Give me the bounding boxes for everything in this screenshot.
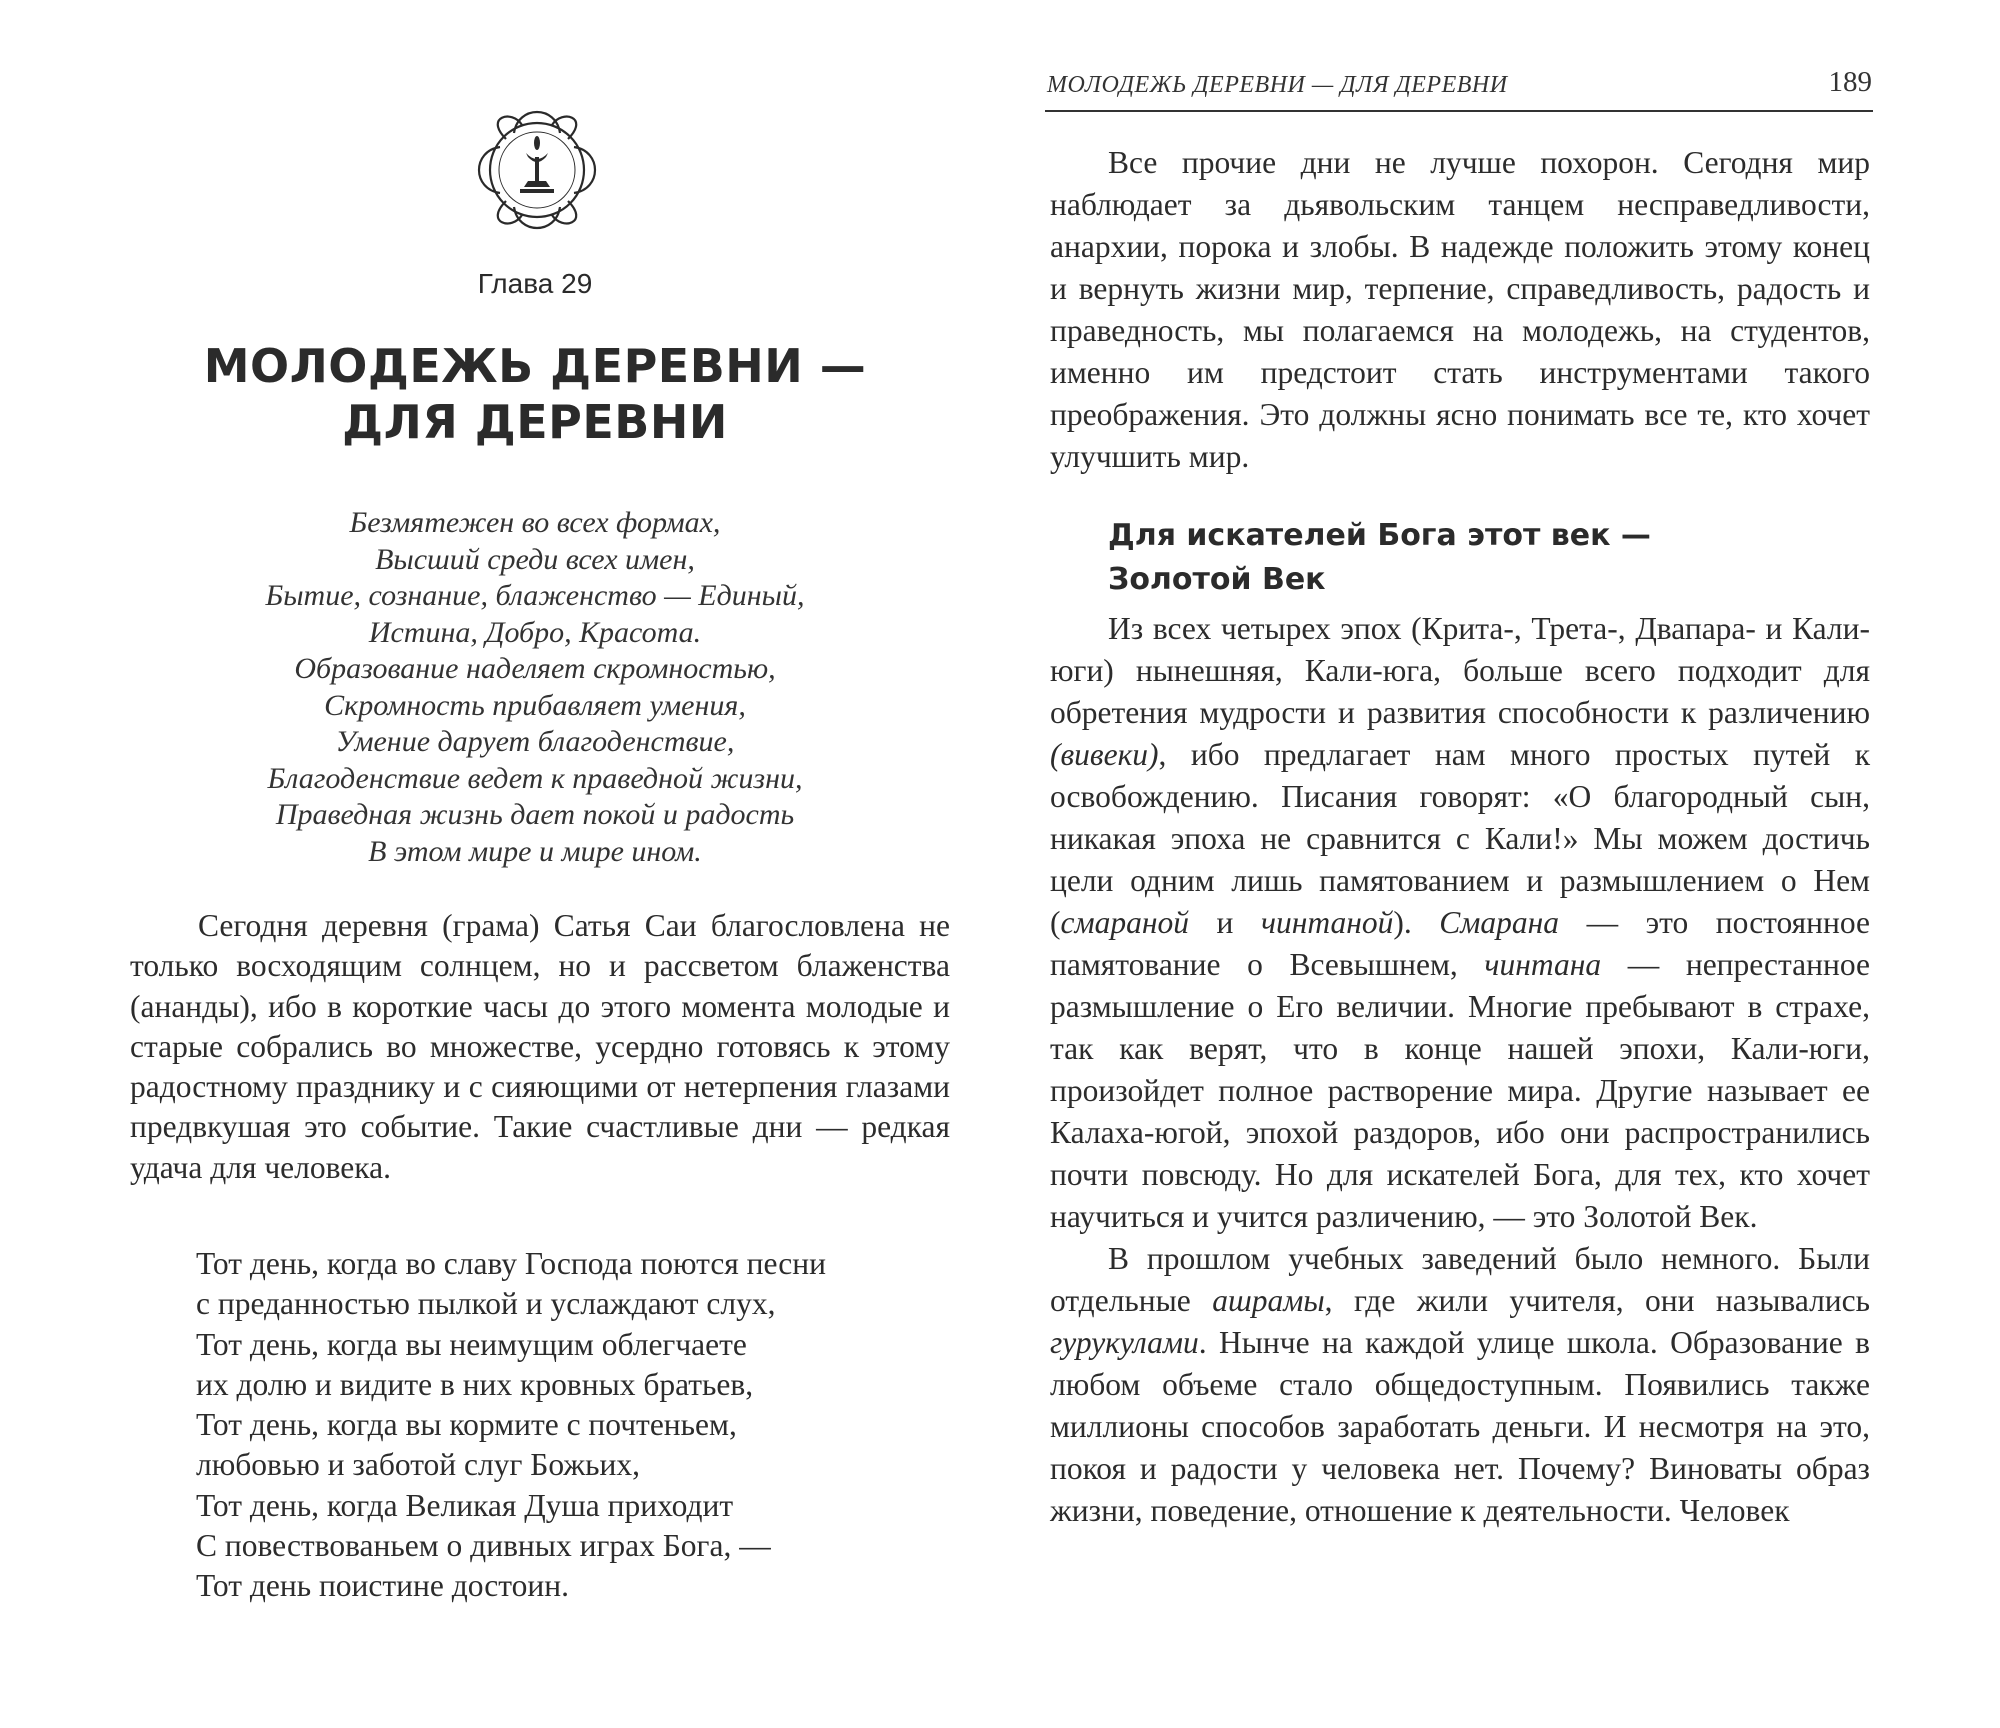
poem-line: их долю и видите в них кровных братьев, [196, 1366, 754, 1402]
epigraph-line: Скромность прибавляет умения, [324, 688, 746, 722]
epigraph-line: Благоденствие ведет к праведной жизни, [267, 761, 803, 795]
epigraph-line: Высший среди всех имен, [375, 542, 695, 576]
text-run: Из всех четырех эпох (Крита-, Трета-, Двапара- и Кали-юги) нынешняя, Кали-юга, больше всего подходит для обретения мудрости и развития способности к различению [1050, 611, 1870, 730]
running-head: МОЛОДЕЖЬ ДЕРЕВНИ — ДЛЯ ДЕРЕВНИ [1047, 72, 1508, 98]
right-body-text [1050, 142, 1870, 478]
right-body-text [1050, 608, 1870, 1532]
text-run: , где жили учителя, они назывались [1324, 1283, 1871, 1318]
section-subheading [1108, 514, 1651, 602]
epigraph-line: Истина, Добро, Красота. [368, 615, 702, 649]
poem-line: Тот день поистине достоин. [196, 1568, 569, 1604]
epigraph-line: Бытие, сознание, блаженство — Единый, [265, 579, 805, 612]
chapter-title-line: ДЛЯ ДЕРЕВНИ [342, 395, 728, 449]
poem-line: любовью и заботой слуг Божьих, [196, 1447, 640, 1483]
epigraph-line: Образование наделяет скромностью, [294, 652, 776, 685]
left-body-text [130, 906, 950, 1188]
subheading-line: Для искателей Бога этот век — [1108, 518, 1651, 553]
paragraph [1050, 1238, 1870, 1532]
poem-line: Тот день, когда вы кормите с почтеньем, [196, 1407, 737, 1443]
text-run: , ибо предлагает нам много простых путей к освобождению. Писания говорят: «О благородный сын, никакая эпоха не сравнится с Кали!» Мы можем достичь цели одним лишь памятованием и размышлением о Нем ( [1050, 737, 1870, 940]
epigraph-line: В этом мире и мире ином. [368, 834, 702, 868]
poem-line: С повествованьем о дивных играх Бога, — [196, 1528, 771, 1564]
text-run: и [1188, 905, 1261, 940]
italic-term: гурукулами [1050, 1325, 1199, 1360]
text-run: — непрестанное размышление о Его величии. Многие пребывают в страхе, так как верят, что в конце нашей эпохи, Кали-юги, произойдет полное растворение мира. Другие называет ее Калаха-югой, эпохой раздоров, ибо они распространились почти повсюду. Но для искателей Бога, для тех, кто хочет научиться и учится различению, — это Золотой Век. [1050, 947, 1870, 1234]
poem [196, 1244, 826, 1607]
italic-term: чинтана [1484, 947, 1602, 982]
lotus-lamp-emblem-icon [462, 95, 612, 245]
poem-line: Тот день, когда во славу Господа поются песни [196, 1246, 826, 1281]
chapter-title-line: МОЛОДЕЖЬ ДЕРЕВНИ — [203, 339, 867, 393]
italic-term: смараной [1060, 905, 1189, 940]
poem-line: Тот день, когда Великая Душа приходит [196, 1487, 734, 1523]
text-run: ). [1393, 905, 1440, 940]
epigraph [0, 505, 1070, 870]
page-number: 189 [1828, 66, 1872, 98]
subheading-line: Золотой Век [1108, 562, 1326, 597]
text-run: . Нынче на каждой улице школа. Образование в любом объеме стало общедоступным. Появились также миллионы способов заработать деньги. И несмотря на это, покоя и радости у человека нет. Почему? Виноваты образ жизни, поведение, отношение к деятельности. Человек [1050, 1325, 1870, 1528]
text-run: — это постоянное памятование о Всевышнем, [1050, 905, 1870, 982]
italic-term: ашрамы [1212, 1283, 1325, 1318]
italic-term: чинтаной [1260, 905, 1394, 940]
paragraph: Сегодня деревня (грама) Сатья Саи благословлена не только восходящим солнцем, но и рассветом блаженства (ананды), ибо в короткие часы до этого момента молодые и старые собрались во множестве, усердно готовясь к этому радостному празднику и с сияющими от нетерпения глазами предвкушая это событие. Такие счастливые дни — редкая удача для человека. [130, 908, 950, 1185]
epigraph-line: Безмятежен во всех формах, [349, 506, 721, 539]
paragraph [1050, 608, 1870, 1238]
italic-term: (вивеки) [1050, 737, 1159, 772]
chapter-title [0, 338, 1070, 450]
epigraph-line: Умение дарует благоденствие, [335, 725, 735, 758]
italic-term: Смарана [1439, 905, 1560, 940]
epigraph-line: Праведная жизнь дает покой и радость [275, 798, 795, 831]
header-rule [1045, 110, 1873, 112]
poem-line: с преданностью пылкой и услаждают слух, [196, 1286, 776, 1322]
poem-line: Тот день, когда вы неимущим облегчаете [196, 1326, 747, 1362]
chapter-number: Глава 29 [477, 268, 593, 299]
text-run: В прошлом учебных заведений было немного. Были отдельные [1050, 1241, 1870, 1318]
paragraph: Все прочие дни не лучше похорон. Сегодня мир наблюдает за дьявольским танцем несправедливости, анархии, порока и злобы. В надежде положить этому конец и вернуть жизни мир, терпение, справедливость, радость и праведность, мы полагаемся на молодежь, на студентов, именно им предстоит стать инструментами такого преображения. Это должны ясно понимать все те, кто хочет улучшить мир. [1050, 145, 1870, 474]
